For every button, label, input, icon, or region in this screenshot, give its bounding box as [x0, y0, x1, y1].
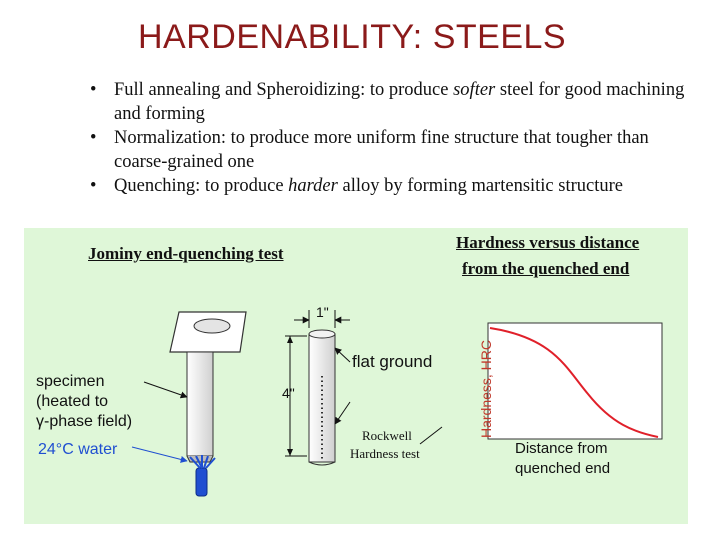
- x-axis-label-line1: Distance from: [515, 440, 608, 457]
- jominy-title: Jominy end-quenching test: [88, 244, 284, 263]
- water-arrow: [132, 447, 187, 461]
- fixture-plate: [170, 312, 246, 352]
- rockwell-label-line1: Rockwell: [362, 428, 412, 443]
- specimen-label-line3: γ-phase field): [36, 413, 133, 430]
- bullet-marker: •: [90, 128, 97, 148]
- bullet-text-post: alloy by forming martensitic structure: [337, 176, 623, 196]
- bullet-item: [90, 78, 690, 126]
- specimen-label-line1: specimen: [36, 373, 105, 390]
- x-axis-label: [515, 439, 610, 479]
- y-axis-label: Hardness, HRC: [478, 339, 494, 439]
- bullet-emphasis: harder: [288, 176, 338, 196]
- rockwell-label-line2: Hardness test: [350, 446, 420, 461]
- water-label: 24°C water: [38, 441, 118, 458]
- x-axis-label-line2: quenched end: [515, 460, 611, 477]
- flat-ground-label: flat ground: [352, 352, 433, 371]
- rockwell-pointer: [420, 427, 442, 444]
- rockwell-arrow-up: [335, 402, 350, 424]
- flat-ground-arrow: [335, 348, 350, 362]
- bullet-text: Normalization: to produce more uniform fine structure that tougher than coarse-grained one: [114, 128, 649, 172]
- specimen-label: [36, 372, 132, 432]
- bullet-text-pre: Full annealing and Spheroidizing: to produce: [114, 80, 454, 100]
- specimen-label-line2: (heated to: [36, 393, 109, 410]
- bullet-list: [90, 78, 690, 198]
- water-jet-icon: [190, 455, 215, 496]
- bullet-marker: •: [90, 80, 97, 100]
- bullet-item: [90, 174, 690, 198]
- bullet-emphasis: softer: [453, 80, 496, 100]
- length-label: 4": [282, 385, 295, 401]
- specimen-bar: [187, 352, 213, 462]
- bullet-text-post: steel for good machining and forming: [114, 80, 685, 124]
- diagram-panel: [24, 228, 688, 524]
- bullet-text-pre: Quenching: to produce: [114, 176, 289, 196]
- hardness-title-line2: from the quenched end: [462, 259, 630, 278]
- slide-title: HARDENABILITY: STEELS: [138, 18, 567, 56]
- hardness-plot-frame: [488, 323, 662, 439]
- specimen-arrow: [144, 382, 187, 397]
- bullet-item: [90, 126, 690, 174]
- hardness-title-line1: Hardness versus distance: [456, 233, 640, 252]
- diameter-label: 1": [316, 304, 329, 320]
- bullet-marker: •: [90, 176, 97, 196]
